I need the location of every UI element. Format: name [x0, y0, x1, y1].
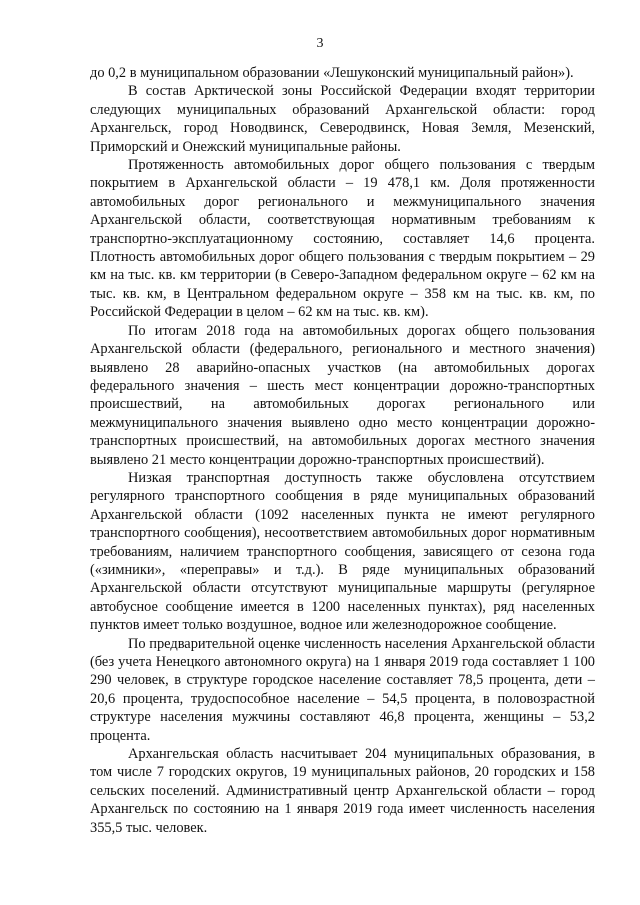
paragraph-arctic-zone: В состав Арктической зоны Российской Федерации входят территории следующих муниципальных образований Архангельской области: город Архангельск, город Новодвинск, Северодвинск, Новая Земля, Мезенский, Приморский и Онежский муниципальные районы. [90, 83, 595, 155]
paragraph-population: По предварительной оценке численность населения Архангельской области (без учета Ненецкого автономного округа) на 1 января 2019 года составляет 1 100 290 человек, в структуре городское население составляет 78,5 процента, дети – 20,6 процента, трудоспособное население – 54,5 процента, в половозрастной структуре населения мужчины составляют 46,8 процента, женщины – 53,2 процента. [90, 635, 595, 744]
page-number: 3 [316, 36, 324, 51]
paragraph-continuation: до 0,2 в муниципальном образовании «Лешуконский муниципальный район»). [90, 65, 574, 81]
paragraph-municipalities: Архангельская область насчитывает 204 муниципальных образования, в том числе 7 городских округов, 19 муниципальных районов, 20 городских и 158 сельских поселений. Административный центр Архангельской области – город Архангельск по состоянию на 1 января 2019 года имеет численность населения 355,5 тыс. человек. [90, 746, 595, 836]
paragraph-transport-accessibility: Низкая транспортная доступность также обусловлена отсутствием регулярного транспортного сообщения в ряде муниципальных образований Архангельской области (1092 населенных пункта не имеют регулярного транспортного сообщения), несоответствием автомобильных дорог нормативным требованиям, наличием транспортного сообщения, зависящего от сезона года («зимники», «переправы» и т.д.). В ряде муниципальных образований Архангельской области отсутствуют муниципальные маршруты (регулярное автобусное сообщение имеется в 1200 населенных пунктах), ряд населенных пунктов имеет только воздушное, водное или железнодорожное сообщение. [90, 469, 595, 634]
paragraph-road-accidents: По итогам 2018 года на автомобильных дорогах общего пользования Архангельской области (федерального, регионального и местного значения) выявлено 28 аварийно-опасных участков (на автомобильных дорогах федерального значения – шесть мест концентрации дорожно-транспортных происшествий, на автомобильных дорогах регионального или межмуниципального значения выявлено одно место концентрации дорожно-транспортных происшествий, на автомобильных дорогах местного значения выявлено 21 место концентрации дорожно-транспортных происшествий). [90, 322, 595, 468]
paragraph-road-length: Протяженность автомобильных дорог общего пользования с твердым покрытием в Архангельской области – 19 478,1 км. Доля протяженности автомобильных дорог регионального и межмуниципального значения Архангельской области, соответствующая нормативным требованиям к транспортно-эксплуатационному состоянию, составляет 14,6 процента. Плотность автомобильных дорог общего пользования с твердым покрытием – 29 км на тыс. кв. км территории (в Северо-Западном федеральном округе – 62 км на тыс. кв. км, в Центральном федеральном округе – 358 км на тыс. кв. км, по Российской Федерации в целом – 62 км на тыс. кв. км). [90, 157, 595, 321]
body-text [90, 64, 595, 837]
